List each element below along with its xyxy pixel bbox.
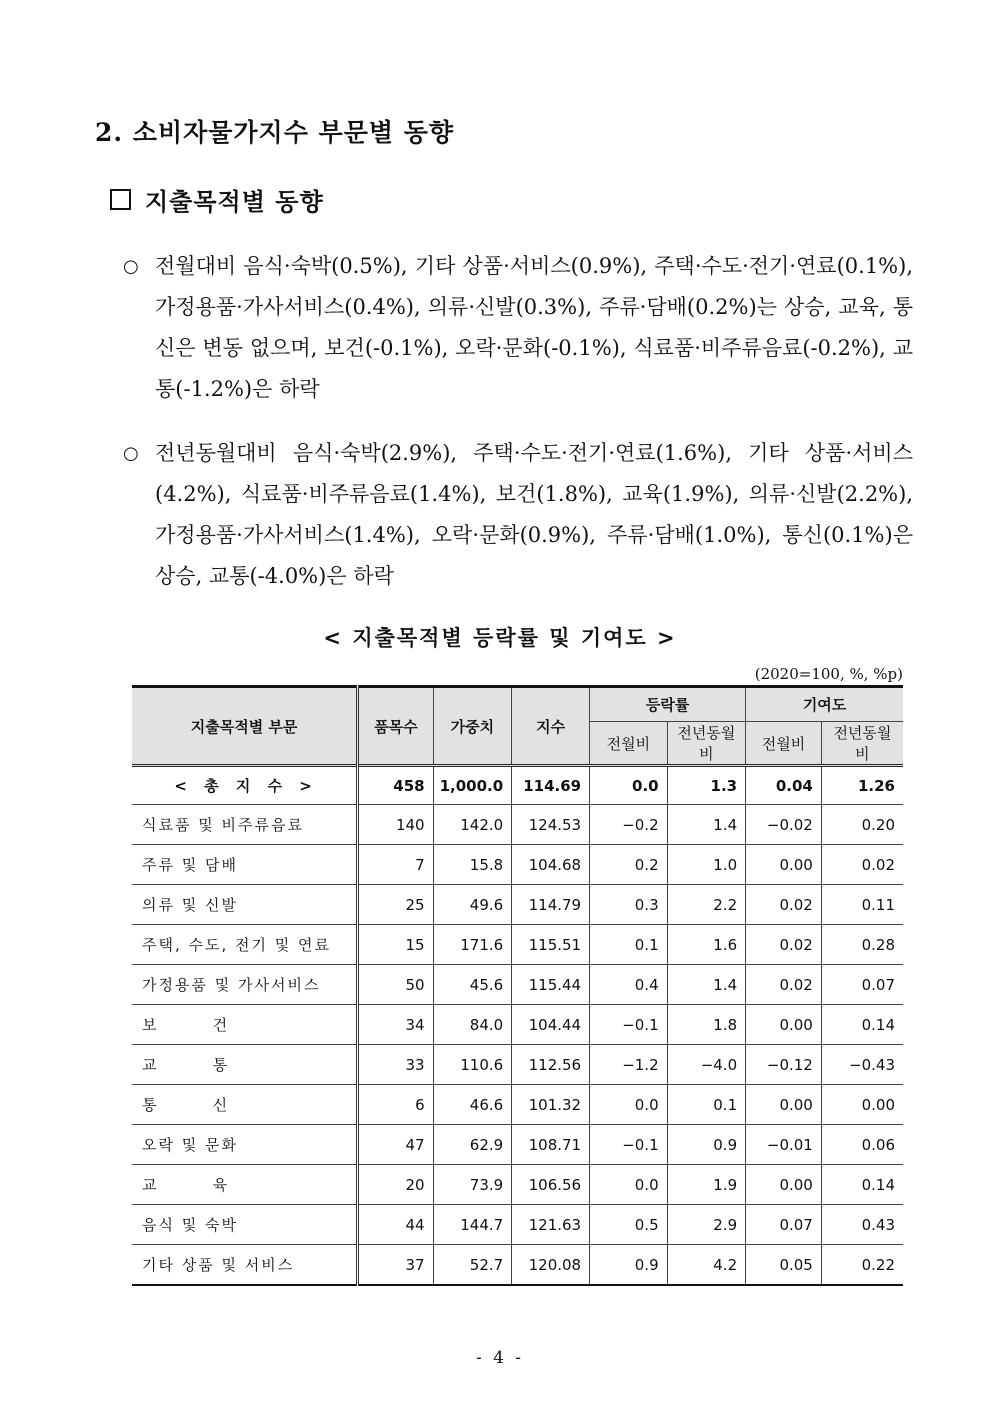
row-label: < 총 지 수 > bbox=[132, 766, 358, 805]
cell-contribution-mom: −0.12 bbox=[746, 1045, 822, 1085]
header-weight: 가중치 bbox=[433, 687, 512, 766]
cell-change-yoy: 1.4 bbox=[667, 805, 746, 845]
cell-contribution-yoy: 0.06 bbox=[821, 1125, 903, 1165]
cell-change-mom: −0.1 bbox=[590, 1005, 668, 1045]
cell-contribution-yoy: 0.14 bbox=[821, 1165, 903, 1205]
table-row bbox=[132, 1205, 903, 1245]
cell-contribution-yoy: 0.07 bbox=[821, 965, 903, 1005]
cell-change-yoy: 0.1 bbox=[667, 1085, 746, 1125]
row-label: 주류 및 담배 bbox=[132, 845, 358, 885]
cell-weight: 110.6 bbox=[433, 1045, 512, 1085]
cell-item-count: 25 bbox=[358, 885, 433, 925]
cell-weight: 49.6 bbox=[433, 885, 512, 925]
cell-contribution-yoy: 0.43 bbox=[821, 1205, 903, 1245]
cell-change-mom: 0.4 bbox=[590, 965, 668, 1005]
cell-item-count: 458 bbox=[358, 766, 433, 805]
cell-index: 101.32 bbox=[512, 1085, 590, 1125]
header-category: 지출목적별 부문 bbox=[132, 687, 358, 766]
cell-index: 106.56 bbox=[512, 1165, 590, 1205]
table-row bbox=[132, 805, 903, 845]
cell-contribution-mom: 0.02 bbox=[746, 925, 822, 965]
cell-contribution-yoy: 0.22 bbox=[821, 1245, 903, 1286]
header-contribution-yoy: 전년동월비 bbox=[821, 722, 903, 766]
cell-contribution-yoy: −0.43 bbox=[821, 1045, 903, 1085]
header-contribution: 기여도 bbox=[746, 687, 903, 722]
square-bullet-icon bbox=[110, 189, 131, 210]
cell-contribution-mom: 0.00 bbox=[746, 845, 822, 885]
cell-contribution-yoy: 0.14 bbox=[821, 1005, 903, 1045]
cell-contribution-yoy: 0.28 bbox=[821, 925, 903, 965]
bullet-text: 전년동월대비 음식·숙박(2.9%), 주택·수도·전기·연료(1.6%), 기타 상품·서비스(4.2%), 식료품·비주류음료(1.4%), 보건(1.8%), 교육(1.9%), 의류·신발(2.2%), 가정용품·가사서비스(1.4%), 오락·문화(0.9%), 주류·담배(1.0%), 통신(0.1%)은 상승, 교통(-4.0%)은 하락 bbox=[155, 441, 913, 588]
cell-change-mom: 0.3 bbox=[590, 885, 668, 925]
cell-contribution-yoy: 0.11 bbox=[821, 885, 903, 925]
row-label: 보 건 bbox=[132, 1005, 358, 1045]
cell-contribution-mom: 0.00 bbox=[746, 1165, 822, 1205]
cell-change-mom: −0.2 bbox=[590, 805, 668, 845]
cell-contribution-mom: 0.02 bbox=[746, 965, 822, 1005]
cell-change-mom: −0.1 bbox=[590, 1125, 668, 1165]
cell-index: 115.51 bbox=[512, 925, 590, 965]
table-row bbox=[132, 1165, 903, 1205]
table-row bbox=[132, 965, 903, 1005]
cell-change-mom: −1.2 bbox=[590, 1045, 668, 1085]
bullet-paragraph-yoy bbox=[123, 433, 913, 597]
cell-item-count: 47 bbox=[358, 1125, 433, 1165]
table-row bbox=[132, 1125, 903, 1165]
cell-change-mom: 0.0 bbox=[590, 1165, 668, 1205]
cell-contribution-yoy: 0.02 bbox=[821, 845, 903, 885]
table-row bbox=[132, 1005, 903, 1045]
cell-weight: 52.7 bbox=[433, 1245, 512, 1286]
subsection-title: 지출목적별 동향 bbox=[145, 187, 324, 216]
cell-change-yoy: 1.4 bbox=[667, 965, 746, 1005]
contribution-table bbox=[132, 685, 903, 1286]
cell-contribution-mom: 0.07 bbox=[746, 1205, 822, 1245]
cell-change-mom: 0.5 bbox=[590, 1205, 668, 1245]
cell-item-count: 20 bbox=[358, 1165, 433, 1205]
cell-item-count: 37 bbox=[358, 1245, 433, 1286]
cell-weight: 84.0 bbox=[433, 1005, 512, 1045]
cell-item-count: 34 bbox=[358, 1005, 433, 1045]
section-title: 2. 소비자물가지수 부문별 동향 bbox=[95, 118, 455, 147]
cell-contribution-yoy: 0.00 bbox=[821, 1085, 903, 1125]
cell-index: 114.79 bbox=[512, 885, 590, 925]
cell-item-count: 15 bbox=[358, 925, 433, 965]
cell-contribution-mom: 0.02 bbox=[746, 885, 822, 925]
cell-index: 120.08 bbox=[512, 1245, 590, 1286]
cell-weight: 62.9 bbox=[433, 1125, 512, 1165]
cell-contribution-mom: 0.04 bbox=[746, 766, 822, 805]
cell-item-count: 140 bbox=[358, 805, 433, 845]
row-label: 의류 및 신발 bbox=[132, 885, 358, 925]
cell-change-mom: 0.0 bbox=[590, 1085, 668, 1125]
cell-index: 112.56 bbox=[512, 1045, 590, 1085]
cell-change-mom: 0.0 bbox=[590, 766, 668, 805]
header-change-yoy: 전년동월비 bbox=[667, 722, 746, 766]
cell-index: 108.71 bbox=[512, 1125, 590, 1165]
cell-contribution-mom: −0.01 bbox=[746, 1125, 822, 1165]
cell-change-yoy: 2.9 bbox=[667, 1205, 746, 1245]
row-label: 오락 및 문화 bbox=[132, 1125, 358, 1165]
table-row bbox=[132, 845, 903, 885]
cell-item-count: 50 bbox=[358, 965, 433, 1005]
cell-change-mom: 0.1 bbox=[590, 925, 668, 965]
cell-change-yoy: −4.0 bbox=[667, 1045, 746, 1085]
cell-change-mom: 0.9 bbox=[590, 1245, 668, 1286]
row-label: 교 육 bbox=[132, 1165, 358, 1205]
cell-contribution-mom: 0.00 bbox=[746, 1005, 822, 1045]
table-title: < 지출목적별 등락률 및 기여도 > bbox=[323, 626, 677, 650]
subsection-heading bbox=[110, 182, 324, 217]
cell-index: 115.44 bbox=[512, 965, 590, 1005]
bullet-paragraph-mom bbox=[123, 246, 913, 410]
header-index: 지수 bbox=[512, 687, 590, 766]
table-row bbox=[132, 1045, 903, 1085]
row-label: 식료품 및 비주류음료 bbox=[132, 805, 358, 845]
row-label: 음식 및 숙박 bbox=[132, 1205, 358, 1245]
row-label: 기타 상품 및 서비스 bbox=[132, 1245, 358, 1286]
cell-change-yoy: 0.9 bbox=[667, 1125, 746, 1165]
row-label: 가정용품 및 가사서비스 bbox=[132, 965, 358, 1005]
cell-weight: 171.6 bbox=[433, 925, 512, 965]
cell-item-count: 44 bbox=[358, 1205, 433, 1245]
cell-change-yoy: 1.3 bbox=[667, 766, 746, 805]
cell-contribution-mom: 0.05 bbox=[746, 1245, 822, 1286]
cell-item-count: 7 bbox=[358, 845, 433, 885]
cell-weight: 15.8 bbox=[433, 845, 512, 885]
table-row bbox=[132, 1085, 903, 1125]
cell-index: 114.69 bbox=[512, 766, 590, 805]
cell-index: 124.53 bbox=[512, 805, 590, 845]
total-row bbox=[132, 766, 903, 805]
cell-contribution-yoy: 0.20 bbox=[821, 805, 903, 845]
header-change-rate: 등락률 bbox=[590, 687, 746, 722]
row-label: 주택, 수도, 전기 및 연료 bbox=[132, 925, 358, 965]
cell-change-yoy: 1.8 bbox=[667, 1005, 746, 1045]
table-body bbox=[132, 766, 903, 1286]
cell-item-count: 6 bbox=[358, 1085, 433, 1125]
table-row bbox=[132, 1245, 903, 1286]
page-number: - 4 - bbox=[475, 1348, 525, 1368]
row-label: 교 통 bbox=[132, 1045, 358, 1085]
cell-change-yoy: 2.2 bbox=[667, 885, 746, 925]
cell-weight: 1,000.0 bbox=[433, 766, 512, 805]
header-change-mom: 전월비 bbox=[590, 722, 668, 766]
cell-weight: 73.9 bbox=[433, 1165, 512, 1205]
circle-bullet-icon: ○ bbox=[123, 443, 139, 464]
cell-item-count: 33 bbox=[358, 1045, 433, 1085]
cell-weight: 142.0 bbox=[433, 805, 512, 845]
cell-contribution-mom: 0.00 bbox=[746, 1085, 822, 1125]
cell-change-yoy: 4.2 bbox=[667, 1245, 746, 1286]
cell-contribution-mom: −0.02 bbox=[746, 805, 822, 845]
header-contribution-mom: 전월비 bbox=[746, 722, 822, 766]
table-row bbox=[132, 925, 903, 965]
cell-weight: 45.6 bbox=[433, 965, 512, 1005]
cell-index: 104.44 bbox=[512, 1005, 590, 1045]
cell-change-yoy: 1.9 bbox=[667, 1165, 746, 1205]
cell-weight: 144.7 bbox=[433, 1205, 512, 1245]
cell-change-yoy: 1.6 bbox=[667, 925, 746, 965]
bullet-text: 전월대비 음식·숙박(0.5%), 기타 상품·서비스(0.9%), 주택·수도·전기·연료(0.1%), 가정용품·가사서비스(0.4%), 의류·신발(0.3%), 주류·담배(0.2%)는 상승, 교육, 통신은 변동 없으며, 보건(-0.1%), 오락·문화(-0.1%), 식료품·비주류음료(-0.2%), 교통(-1.2%)은 하락 bbox=[155, 254, 913, 401]
cell-contribution-yoy: 1.26 bbox=[821, 766, 903, 805]
row-label: 통 신 bbox=[132, 1085, 358, 1125]
header-item-count: 품목수 bbox=[358, 687, 433, 766]
cell-index: 104.68 bbox=[512, 845, 590, 885]
cell-change-mom: 0.2 bbox=[590, 845, 668, 885]
circle-bullet-icon: ○ bbox=[123, 256, 139, 277]
cell-change-yoy: 1.0 bbox=[667, 845, 746, 885]
cell-weight: 46.6 bbox=[433, 1085, 512, 1125]
cell-index: 121.63 bbox=[512, 1205, 590, 1245]
unit-note: (2020=100, %, %p) bbox=[754, 665, 903, 683]
table-row bbox=[132, 885, 903, 925]
